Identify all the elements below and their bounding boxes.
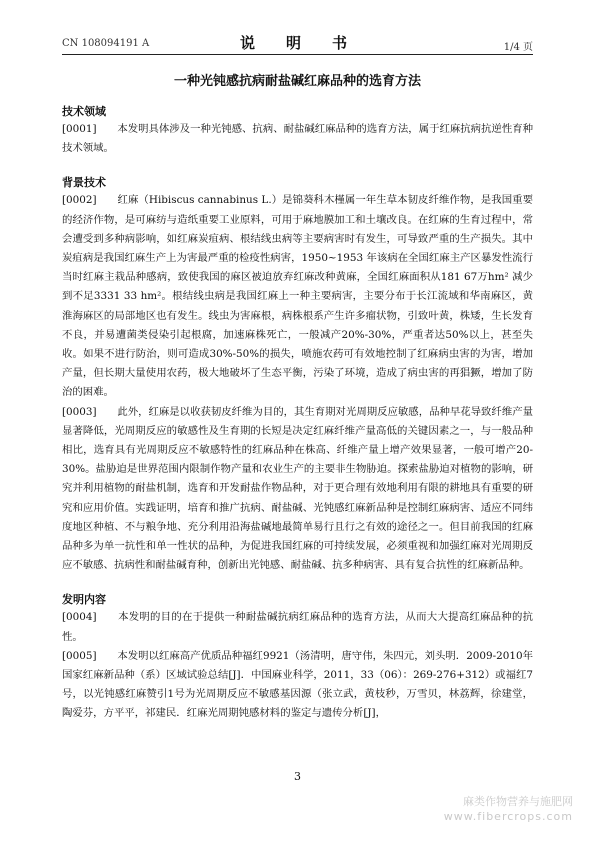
document-body xyxy=(62,104,533,724)
paragraph-0003: [0003] 此外，红麻是以收获韧皮纤维为目的，其生育期对光周期反应敏感，品种早花导致纤维产量显著降低，光周期反应的敏感性及生育期的长短是决定红麻纤维产量高低的关键因素之一，与一般品种相比，选育具有光周期反应不敏感特性的红麻品种在株高、纤维产量上增产效果显著，一般可增产20-30%。盐胁迫是世界范围内限制作物产量和农业生产的主要非生物胁迫。探索盐胁迫对植物的影响，研究并利用植物的耐盐机制，选育和开发耐盐作物品种，对于更合理有效地利用有限的耕地具有重要的研究和应用价值。实践证明，培育和推广抗病、耐盐碱、光钝感红麻新品种是控制红麻病害、适应不同纬度地区种植、不与粮争地、充分利用沿海盐碱地最简单易行且行之有效的途径之一。但目前我国的红麻品种多为单一抗性和单一性状的品种，为促进我国红麻的可持续发展，必须重视和加强红麻对光周期反应不敏感、抗病性和耐盐碱育种，创新出光钝感、耐盐碱、抗多种病害、具有复合抗性的红麻新品种。 xyxy=(62,405,533,572)
paragraph-0001: [0001] 本发明具体涉及一种光钝感、抗病、耐盐碱红麻品种的选育方法，属于红麻抗病抗逆性育种技术领域。 xyxy=(62,123,533,155)
section-heading: 背景技术 xyxy=(62,176,106,190)
watermark-site-name: 麻类作物营养与施肥网 xyxy=(463,795,573,808)
document-type: 说 明 书 xyxy=(239,34,355,52)
section-summary xyxy=(62,592,533,723)
document-title: 一种光钝感抗病耐盐碱红麻品种的选育方法 xyxy=(173,74,421,89)
paragraph-0002: [0002] 红麻（Hibiscus cannabinus L.）是锦葵科木槿属一年生草本韧皮纤维作物，是我国重要的经济作物，是可麻纺与造纸重要工业原料，可用于麻地膜加工和土壤改良。在红麻的生育过程中，常会遭受到多种病影响，如红麻炭疽病、根结线虫病等主要病害时有发生，可导致严重的生产损失。其中炭疽病是我国红麻生产上为害最严重的检疫性病害，1950~1953 年该病在全国红麻主产区暴发性流行当时红麻主栽品种感病，致使我国的麻区被迫放弃红麻改种黄麻，全国红麻面积从181 67万hm² 减少到不足3331 33 hm²。根结线虫病是我国红麻上一种主要病害，主要分布于长江流域和华南麻区，黄淮海麻区的局部地区也有发生。线虫为害麻根，病株根系产生许多瘤状物，引致叶黄，株矮，生长发育不良，并易遭菌类侵染引起根腐，加速麻株死亡，一般减产20%-30%，严重者达50%以上，甚至失收。如果不进行防治，则可造成30%-50%的损失，喷施农药可有效地控制了红麻病虫害的为害，增加产量，但长期大量使用农药，极大地破坏了生态平衡，污染了环境，造成了病虫害的再猖獗，增加了防治的困难。 xyxy=(62,194,533,399)
page-header xyxy=(62,32,533,55)
page-indicator: 1/4 页 xyxy=(503,42,533,53)
section-background xyxy=(62,175,533,575)
section-heading: 技术领域 xyxy=(62,105,106,118)
section-heading: 发明内容 xyxy=(62,593,106,607)
watermark xyxy=(444,794,573,824)
paragraph-0005: [0005] 本发明以红麻高产优质品种福红9921（汤清明，唐守伟，朱四元，刘头明．2009-2010年国家红麻新品种（系）区域试验总结[J]．中国麻业科学，2011，33（06）：269-276+312）或福红7号，以光钝感红麻赞引1号为光周期反应不敏感基因源（张立武，黄枝秒，万雪贝，林荔辉，徐建堂，陶爱芬，方平平，祁建民．红麻光周期钝感材料的鉴定与遗传分析[J]， xyxy=(62,649,533,720)
watermark-url: www.fibercrops.com xyxy=(443,810,573,823)
section-technical-field xyxy=(62,104,533,158)
page-number: 3 xyxy=(294,770,301,783)
patent-number: CN 108094191 A xyxy=(62,38,150,49)
paragraph-0004: [0004] 本发明的目的在于提供一种耐盐碱抗病红麻品种的选育方法，从而大大提高红麻品种的抗性。 xyxy=(62,611,533,643)
